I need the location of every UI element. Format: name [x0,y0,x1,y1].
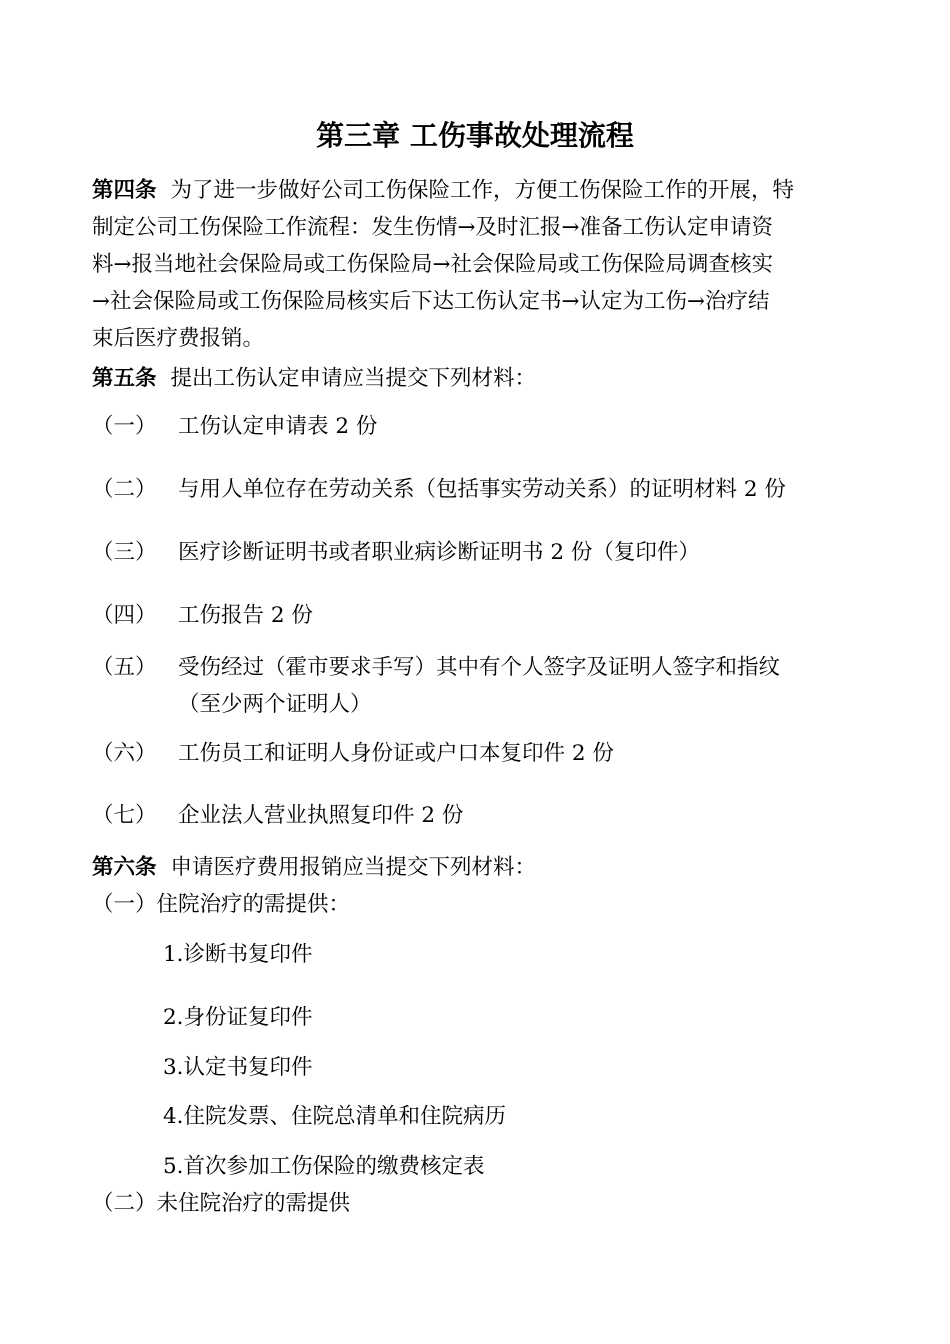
list-item-text: 与用人单位存在劳动关系（包括事实劳动关系）的证明材料 2 份 [178,477,786,502]
article-5-text: 提出工伤认定申请应当提交下列材料： [170,366,537,391]
list-item-text: 企业法人营业执照复印件 2 份 [178,803,464,828]
section-heading-inpatient: （一）住院治疗的需提供： [92,892,351,917]
list-item-number: （二） [92,477,157,502]
list-item-text: 工伤报告 2 份 [178,603,313,628]
list-item-number: （三） [92,540,157,565]
article-6 [92,849,862,886]
list-item-number: （七） [92,803,157,828]
article-4-line-1: 第四条 为了进一步做好公司工伤保险工作，方便工伤保险工作的开展，特 [92,178,795,203]
list-item-number: （六） [92,741,157,766]
article-6-label: 第六条 [92,855,157,880]
list-item: 3.认定书复印件 [163,1055,313,1080]
chapter-title: 第三章 工伤事故处理流程 [316,119,634,152]
article-4-line-2: 制定公司工伤保险工作流程：发生伤情→及时汇报→准备工伤认定申请资 [92,215,774,240]
list-item-continuation: （至少两个证明人） [178,692,372,717]
article-4-line-4: →社会保险局或工伤保险局核实后下达工伤认定书→认定为工伤→治疗结 [92,289,770,314]
list-item: 5.首次参加工伤保险的缴费核定表 [163,1154,485,1179]
list-item-text: 工伤认定申请表 2 份 [178,414,378,439]
article-5-label: 第五条 [92,366,157,391]
list-item-text: 受伤经过（霍市要求手写）其中有个人签字及证明人签字和指纹 [178,655,781,680]
article-6-text: 申请医疗费用报销应当提交下列材料： [170,855,537,880]
list-item-number: （一） [92,414,157,439]
list-item-number: （四） [92,603,157,628]
article-5 [92,360,862,397]
article-4-line-3: 料→报当地社会保险局或工伤保险局→社会保险局或工伤保险局调查核实 [92,252,774,277]
article-4 [92,172,862,357]
section-heading-outpatient: （二）未住院治疗的需提供 [92,1191,351,1216]
article-4-line-5: 束后医疗费报销。 [92,326,265,351]
list-item: 4.住院发票、住院总清单和住院病历 [163,1104,507,1129]
list-item-text: 医疗诊断证明书或者职业病诊断证明书 2 份（复印件） [178,540,700,565]
list-item: 2.身份证复印件 [163,1005,313,1030]
list-item-number: （五） [92,655,157,680]
list-item: 1.诊断书复印件 [163,942,313,967]
article-4-label: 第四条 [92,178,157,203]
list-item-text: 工伤员工和证明人身份证或户口本复印件 2 份 [178,741,614,766]
